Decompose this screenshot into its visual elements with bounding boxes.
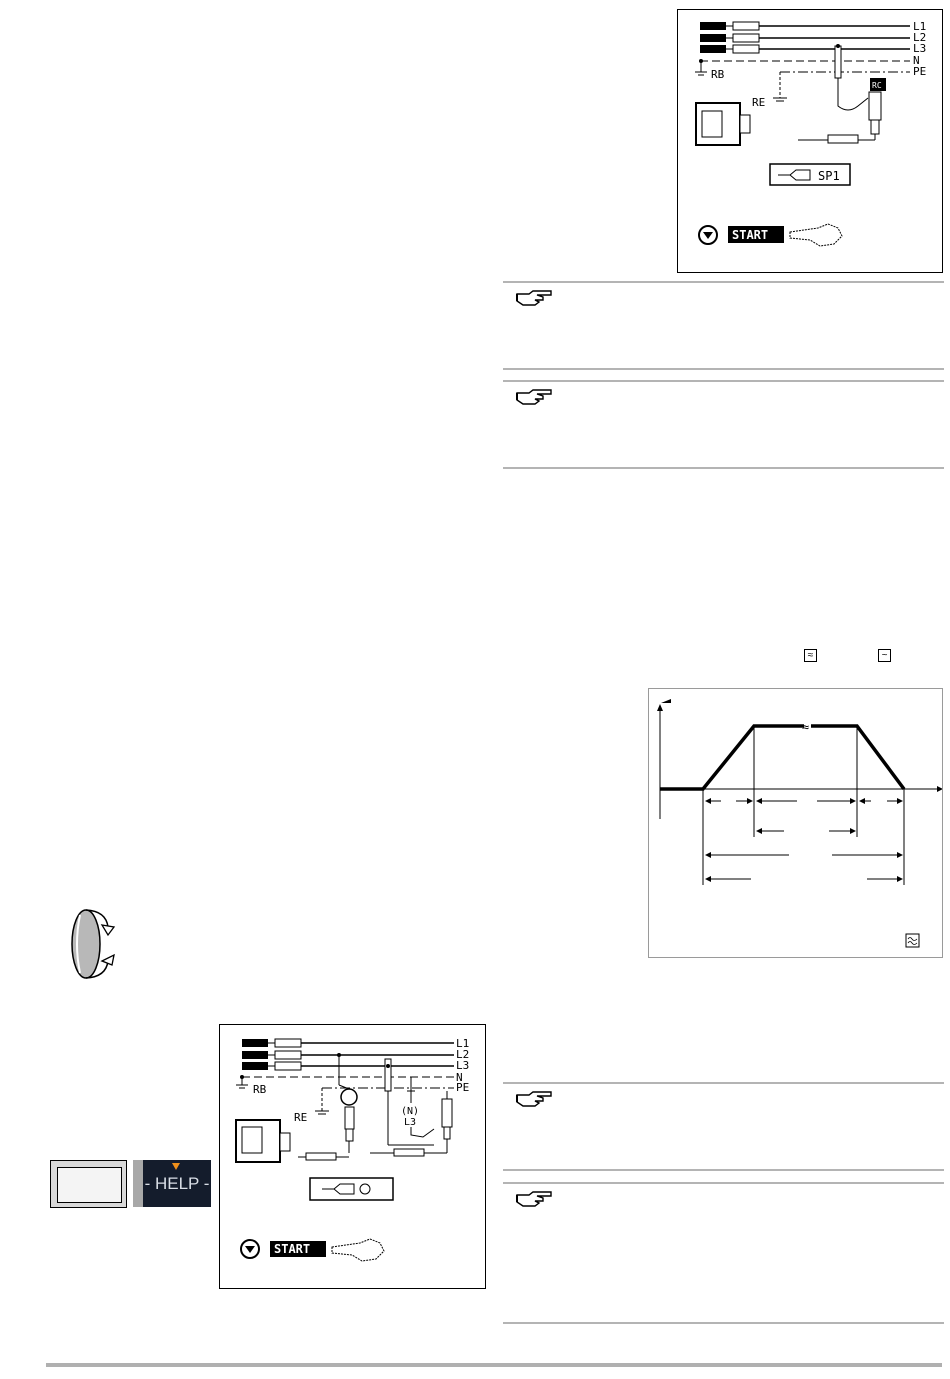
start-label-bottom: START (274, 1242, 311, 1256)
start-label-top: START (732, 228, 769, 242)
line-label-n: N (456, 1071, 463, 1084)
line-label-pe: PE (456, 1081, 470, 1094)
re-label: RE (752, 96, 766, 109)
l3-tag: L3 (404, 1117, 417, 1128)
line-label-l1: L1 (913, 20, 927, 33)
note-rule (503, 467, 944, 469)
note-rule (503, 368, 944, 370)
pointing-hand-icon (515, 1089, 555, 1109)
note-rule (503, 281, 944, 283)
sine-wave-icon: ~ (878, 649, 891, 662)
re-label: RE (294, 1111, 308, 1124)
connector-label: SP1 (818, 169, 840, 183)
wiring-diagram-top (677, 9, 943, 273)
help-button-edge (133, 1160, 143, 1207)
note-rule (503, 380, 944, 382)
pointing-hand-icon (515, 288, 555, 308)
ramp-timing-diagram (648, 688, 943, 958)
line-label-pe: PE (913, 65, 927, 78)
n-tag: (N) (401, 1106, 420, 1117)
ramp-timing-graphic (649, 689, 942, 957)
note-rule (503, 1182, 944, 1184)
rotary-switch-icon (62, 905, 128, 983)
wiring-diagram-top-graphic (678, 10, 942, 272)
wiring-diagram-bottom (219, 1024, 486, 1289)
help-button[interactable] (133, 1160, 211, 1207)
line-label-l1: L1 (456, 1037, 470, 1050)
axis-break-mark: ≈ (802, 720, 810, 734)
rb-label: RB (711, 68, 725, 81)
note-rule (503, 1082, 944, 1084)
modulated-wave-icon: ≈ (804, 649, 817, 662)
blank-key-icon (50, 1160, 127, 1208)
footer-rule (46, 1363, 942, 1367)
pointing-hand-icon (515, 387, 555, 407)
wiring-diagram-bottom-graphic (220, 1025, 485, 1288)
line-label-n: N (913, 54, 920, 67)
line-label-l3: L3 (913, 42, 927, 55)
note-rule (503, 1169, 944, 1171)
help-button-label: - HELP - (144, 1174, 210, 1193)
rc-probe-tag: RC (872, 81, 882, 90)
note-rule (503, 1322, 944, 1324)
pointing-hand-icon (515, 1189, 555, 1209)
line-label-l3: L3 (456, 1059, 470, 1072)
line-label-l2: L2 (913, 31, 927, 44)
line-label-l2: L2 (456, 1048, 470, 1061)
rb-label: RB (253, 1083, 267, 1096)
